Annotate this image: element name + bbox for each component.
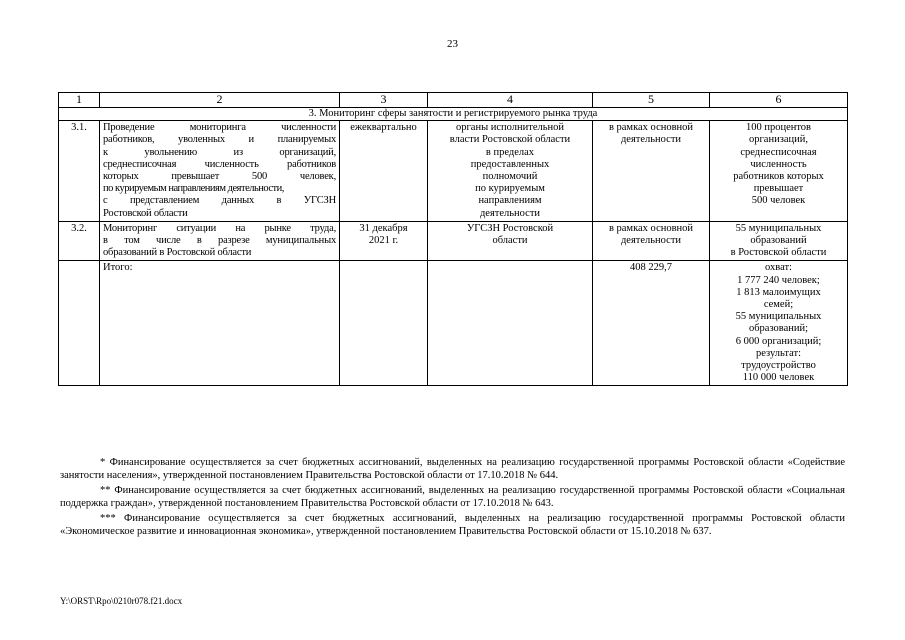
text-line: 31 декабря <box>359 222 408 234</box>
text-line: в том числе в разрезе муниципальных <box>103 235 336 247</box>
text-line: образований; <box>748 323 809 335</box>
text-line: 110 000 человек <box>742 372 815 384</box>
text-line: в пределах <box>485 146 535 158</box>
column-header: 1 <box>59 93 100 108</box>
text-line: семей; <box>763 299 794 311</box>
measures-table <box>58 92 848 386</box>
empty-cell <box>428 261 593 386</box>
measure-term <box>340 121 428 222</box>
text-line: 2021 г. <box>368 235 399 247</box>
section-row <box>59 108 848 121</box>
text-line: организаций, <box>749 134 808 146</box>
footnotes <box>60 456 845 539</box>
row-number: 3.2. <box>59 221 100 261</box>
text-line: УГСЗН Ростовской <box>466 222 554 234</box>
text-line: 500 человек <box>751 195 806 207</box>
table-row <box>59 221 848 261</box>
text-line: 1 813 малоимущих <box>736 286 821 298</box>
text-line: охват: <box>765 262 792 274</box>
measure-executor <box>428 121 593 222</box>
measure-funding <box>593 221 710 261</box>
empty-cell <box>59 261 100 386</box>
file-path: Y:\ORST\Rpo\0210r078.f21.docx <box>60 596 183 606</box>
text-line: среднесписочная <box>740 146 817 158</box>
text-line: 1 777 240 человек; <box>737 274 820 286</box>
total-amount: 408 229,7 <box>593 261 710 386</box>
footnote: * Финансирование осуществляется за счет бюджетных ассигнований, выделенных на реализацию государственной программы Ростовской области «Содействие занятости населения», утвержденной постановлением Правительства Ростовской области от 17.10.2018 № 644. <box>60 457 845 482</box>
text-line: власти Ростовской области <box>449 134 571 146</box>
column-header: 2 <box>100 93 340 108</box>
text-line: деятельности <box>479 207 541 219</box>
text-line: 6 000 организаций; <box>735 335 822 347</box>
measure-executor <box>428 221 593 261</box>
text-line: с представлением данных в УГСЗН <box>103 195 336 207</box>
measure-result <box>710 121 848 222</box>
column-header: 4 <box>428 93 593 108</box>
text-line: трудоустройство <box>741 360 816 372</box>
text-line: в Ростовской области <box>730 247 827 259</box>
text-line: Проведение мониторинга численности <box>103 122 336 134</box>
text-line: в рамках основной <box>608 222 694 234</box>
measure-description <box>100 121 340 222</box>
measure-funding <box>593 121 710 222</box>
text-line: работников, уволенных и планируемых <box>103 134 336 146</box>
text-line: образований <box>750 235 807 247</box>
text-line: работников которых <box>733 171 824 183</box>
text-line: численность <box>750 158 807 170</box>
text-line: 55 муниципальных <box>735 222 822 234</box>
text-line: области <box>492 235 528 247</box>
text-line: превышает <box>753 183 804 195</box>
column-header: 3 <box>340 93 428 108</box>
text-line: ежеквартально <box>350 122 417 134</box>
column-header: 6 <box>710 93 848 108</box>
footnote: ** Финансирование осуществляется за счет бюджетных ассигнований, выделенных на реализацию государственной программы Ростовской области «Социальная поддержка граждан», утвержденной постановлением Правительства Ростовской области от 17.10.2018 № 643. <box>60 484 845 510</box>
footnote: *** Финансирование осуществляется за счет бюджетных ассигнований, выделенных на реализацию государственной программы Ростовской области «Экономическое развитие и инновационная экономика», утвержденной постановлением Правительства Ростовской области от 15.10.2018 № 637. <box>60 512 845 538</box>
total-result <box>710 261 848 386</box>
measure-description <box>100 221 340 261</box>
text-line: предоставленных <box>470 158 550 170</box>
total-label: Итого: <box>100 261 340 386</box>
column-header: 5 <box>593 93 710 108</box>
text-line: образований в Ростовской области <box>103 247 252 259</box>
text-line: 55 муниципальных <box>735 311 822 323</box>
text-line: деятельности <box>620 134 682 146</box>
total-row <box>59 261 848 386</box>
section-title: 3. Мониторинг сферы занятости и регистрируемого рынка труда <box>59 108 848 121</box>
text-line: Ростовской области <box>103 207 188 219</box>
text-line: деятельности <box>620 235 682 247</box>
text-line: Мониторинг ситуации на рынке труда, <box>103 222 336 234</box>
table-header-row <box>59 93 848 108</box>
text-line: по курируемым направлениям деятельности, <box>103 183 284 195</box>
text-line: среднесписочная численность работников <box>103 158 336 170</box>
text-line: которых превышает 500 человек, <box>103 171 336 183</box>
measure-term <box>340 221 428 261</box>
text-line: к увольнению из организаций, <box>103 146 336 158</box>
text-line: органы исполнительной <box>455 122 565 134</box>
text-line: в рамках основной <box>608 122 694 134</box>
empty-cell <box>340 261 428 386</box>
text-line: результат: <box>756 347 801 359</box>
table-row <box>59 121 848 222</box>
page-number: 23 <box>447 38 458 50</box>
measure-result <box>710 221 848 261</box>
text-line: направлениям <box>478 195 542 207</box>
text-line: 100 процентов <box>745 122 812 134</box>
text-line: по курируемым <box>475 183 545 195</box>
text-line: полномочий <box>482 171 538 183</box>
row-number: 3.1. <box>59 121 100 222</box>
